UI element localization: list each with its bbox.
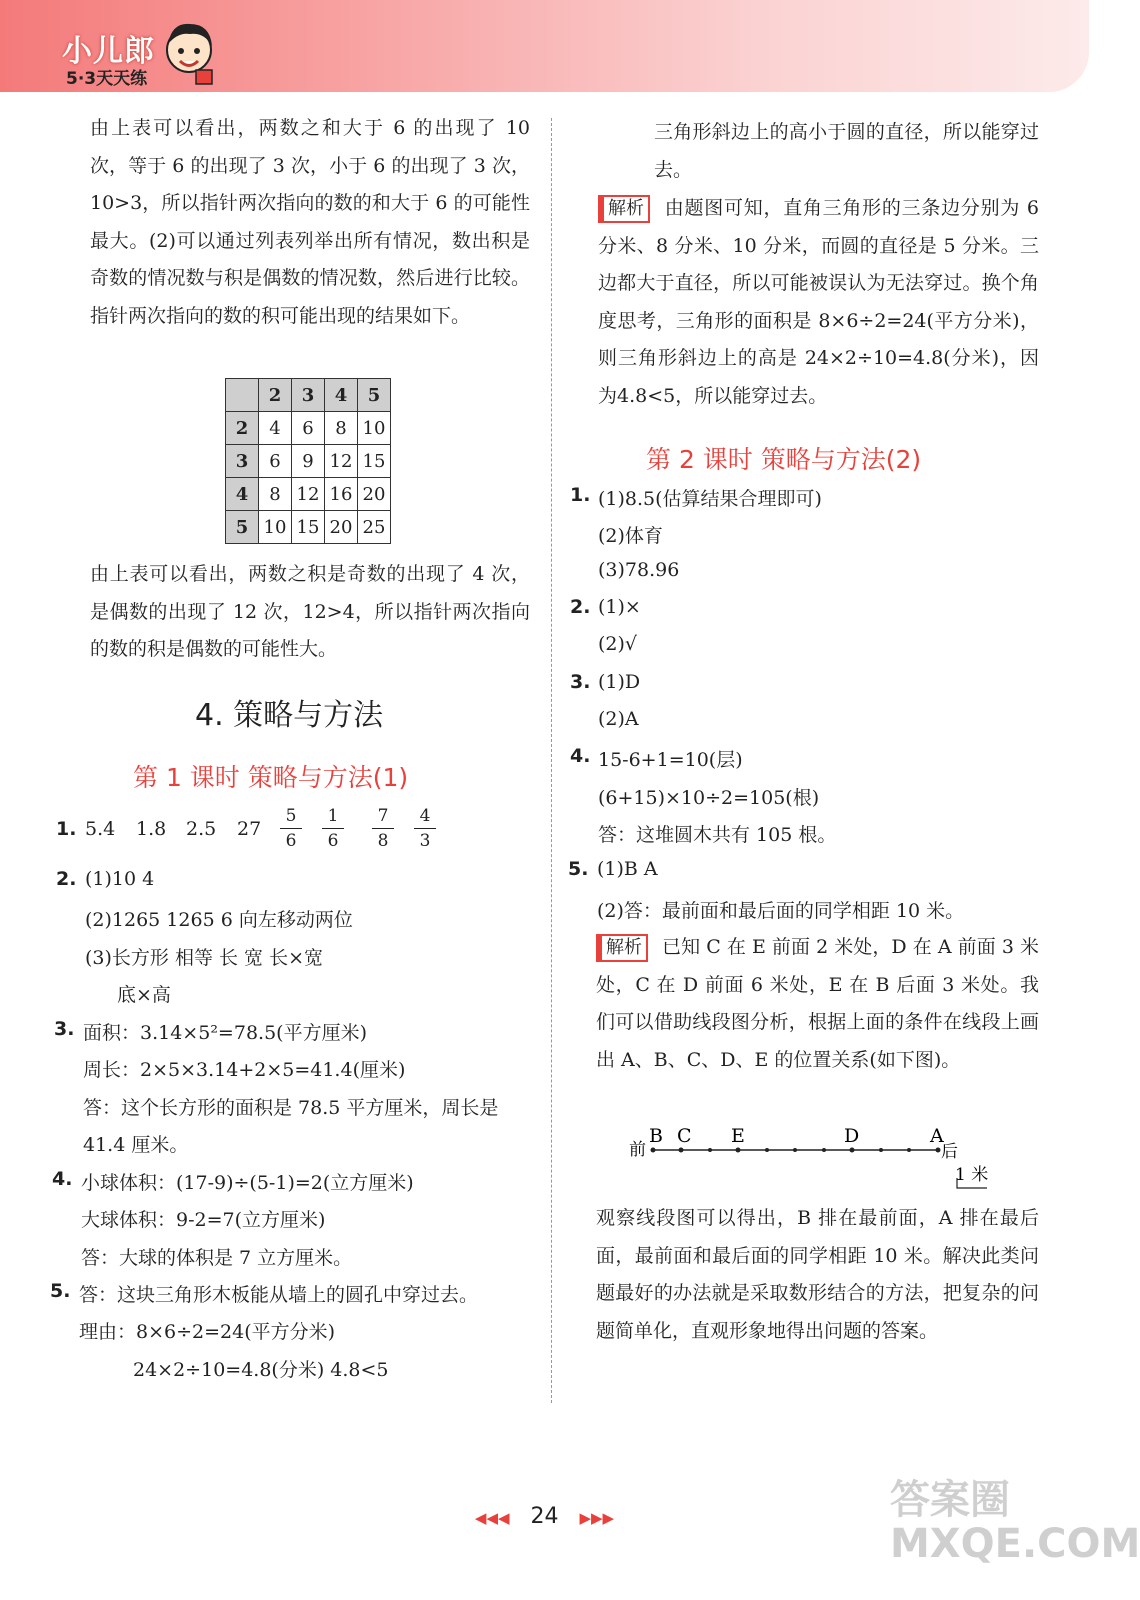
table-cell: 3 — [292, 379, 325, 412]
answer-line: 小球体积：(17-9)÷(5-1)=2(立方厘米) — [81, 1172, 414, 1194]
point-label-c: C — [677, 1125, 692, 1147]
mascot-icon — [160, 18, 218, 88]
table-cell: 12 — [292, 478, 325, 511]
answer-line: 答：这块三角形木板能从墙上的圆孔中穿过去。 — [79, 1284, 479, 1306]
denominator: 6 — [285, 831, 297, 851]
left-paragraph-2: 由上表可以看出，两数之积是奇数的出现了 4 次，是偶数的出现了 12 次，12>4，所以指针两次指向的数的积是偶数的可能性大。 — [90, 563, 530, 660]
numerator: 7 — [372, 804, 394, 829]
table-cell: 10 — [358, 412, 391, 445]
table-cell: 15 — [358, 445, 391, 478]
answer-line: 24×2÷10=4.8(分米) 4.8<5 — [133, 1359, 389, 1381]
answer-line: 大球体积：9-2=7(立方厘米) — [81, 1209, 326, 1231]
table-cell: 4 — [226, 478, 259, 511]
table-cell: 10 — [259, 511, 292, 544]
lesson-2-title: 第 2 课时 策略与方法(2) — [646, 445, 922, 474]
answer-value: 2.5 — [186, 818, 217, 840]
table-cell: 16 — [325, 478, 358, 511]
answer-line: 周长：2×5×3.14+2×5=41.4(厘米) — [83, 1059, 406, 1081]
lesson-1-title: 第 1 课时 策略与方法(1) — [133, 763, 409, 792]
question-number: 5. — [50, 1280, 71, 1302]
numerator: 4 — [414, 804, 436, 829]
prev-arrows-icon: ◀◀◀ — [474, 1509, 510, 1527]
table-cell: 4 — [259, 412, 292, 445]
fraction — [280, 804, 302, 853]
point-label-b: B — [649, 1125, 663, 1147]
analysis-block-3: 观察线段图可以得出，B 排在最前面，A 排在最后面，最前面和最后面的同学相距 10 米。解决此类问题最好的办法就是采取数形结合的方法，把复杂的问题简单化，直观形象地得出问题的答案。 — [596, 1207, 1039, 1342]
answer-line: (1)× — [598, 596, 641, 618]
point-label-d: D — [844, 1125, 860, 1147]
watermark — [890, 1478, 1140, 1566]
answer-line: 底×高 — [117, 984, 171, 1006]
question-number: 5. — [568, 858, 589, 880]
answer-line: (2)答：最前面和最后面的同学相距 10 米。 — [597, 900, 965, 922]
table-cell: 9 — [292, 445, 325, 478]
table-cell: 12 — [325, 445, 358, 478]
answer-line: (1)B A — [597, 858, 658, 880]
brand-subtitle: 5·3天天练 — [66, 69, 148, 89]
point-label-e: E — [731, 1125, 745, 1147]
question-number: 2. — [570, 596, 591, 618]
answer-line: (2)体育 — [598, 525, 663, 547]
question-number: 1. — [570, 484, 591, 506]
answer-line: (2)A — [598, 708, 639, 730]
table-cell: 20 — [358, 478, 391, 511]
answer-line: 答：这堆圆木共有 105 根。 — [598, 824, 837, 846]
answer-line: (1)8.5(估算结果合理即可) — [598, 488, 822, 510]
answer-line: 答：大球的体积是 7 立方厘米。 — [81, 1247, 353, 1269]
answer-line: (6+15)×10÷2=105(根) — [598, 787, 820, 809]
table-cell: 6 — [259, 445, 292, 478]
denominator: 3 — [419, 831, 431, 851]
fraction — [372, 804, 394, 853]
table-cell: 2 — [259, 379, 292, 412]
watermark-text: 答案圈 MXQE.COM — [890, 1477, 1140, 1567]
answer-line: (1)10 4 — [85, 868, 155, 890]
answer-line: 理由：8×6÷2=24(平方分米) — [79, 1321, 336, 1343]
table-cell: 15 — [292, 511, 325, 544]
denominator: 6 — [327, 831, 339, 851]
answer-line: (2)1265 1265 6 向左移动两位 — [85, 909, 353, 931]
page-number: 24 — [530, 1504, 559, 1529]
table-cell: 25 — [358, 511, 391, 544]
front-label: 前 — [629, 1140, 646, 1160]
table-cell: 8 — [259, 478, 292, 511]
numerator: 1 — [322, 804, 344, 829]
table-cell: 20 — [325, 511, 358, 544]
table-cell: 6 — [292, 412, 325, 445]
answer-line: 答：这个长方形的面积是 78.5 平方厘米，周长是 — [83, 1097, 499, 1119]
table-cell: 3 — [226, 445, 259, 478]
analysis-block-2 — [596, 929, 1039, 1079]
right-continuation: 三角形斜边上的高小于圆的直径，所以能穿过去。 — [654, 121, 1039, 181]
brand-logo: 小儿郎 — [62, 34, 155, 69]
question-number: 3. — [570, 671, 591, 693]
table-cell: 8 — [325, 412, 358, 445]
question-number: 4. — [570, 745, 591, 767]
answer-value: 1.8 — [136, 818, 167, 840]
table-cell: 5 — [226, 511, 259, 544]
analysis-text: 由题图可知，直角三角形的三条边分别为 6 分米、8 分米、10 分米，而圆的直径是 5 分米。三边都大于直径，所以可能被误认为无法穿过。换个角度思考，三角形的面积是 8×6÷2=24(平方分米)，则三角形斜边上的高是 24×2÷10=4.8(分米)，因为4.8<5，所以能穿过去。 — [598, 197, 1039, 407]
fraction — [414, 804, 436, 853]
answer-line: 41.4 厘米。 — [83, 1134, 189, 1156]
question-number: 1. — [56, 818, 77, 840]
unit-label: 1 米 — [955, 1165, 989, 1185]
question-number: 3. — [54, 1018, 75, 1040]
point-label-a: A — [930, 1125, 944, 1147]
answer-line: (3)78.96 — [598, 559, 680, 581]
next-arrows-icon: ▶▶▶ — [579, 1509, 615, 1527]
denominator: 8 — [377, 831, 389, 851]
analysis-tag: 解析 — [598, 195, 650, 223]
back-label: 后 — [941, 1142, 958, 1162]
analysis-block-1 — [598, 190, 1039, 415]
table-cell — [226, 379, 259, 412]
answer-line: 面积：3.14×5²=78.5(平方厘米) — [83, 1022, 367, 1044]
answer-value: 27 — [237, 818, 262, 840]
table-cell: 2 — [226, 412, 259, 445]
column-divider — [551, 118, 552, 1403]
answer-line: (1)D — [598, 671, 641, 693]
analysis-text: 已知 C 在 E 前面 2 米处，D 在 A 前面 3 米处，C 在 D 前面 6 米处，E 在 B 后面 3 米处。我们可以借助线段图分析，根据上面的条件在线段上画出 A、B、C、D、E 的位置关系(如下图)。 — [596, 936, 1039, 1071]
question-number: 2. — [56, 868, 77, 890]
question-number: 4. — [52, 1168, 73, 1190]
numerator: 5 — [280, 804, 302, 829]
answer-line: 15-6+1=10(层) — [598, 749, 743, 771]
table-cell: 5 — [358, 379, 391, 412]
answer-value: 5.4 — [85, 818, 116, 840]
section-title: 4. 策略与方法 — [195, 698, 384, 733]
answer-line: (2)√ — [598, 633, 638, 655]
left-paragraph-1: 由上表可以看出，两数之和大于 6 的出现了 10 次，等于 6 的出现了 3 次，小于 6 的出现了 3 次，10>3，所以指针两次指向的数的和大于 6 的可能性最大。(2)可以通过列表列举出所有情况，数出积是奇数的情况数与积是偶数的情况数，然后进行比较。指针两次指向的数的积可能出现的结果如下。 — [90, 117, 530, 327]
analysis-tag: 解析 — [596, 934, 648, 962]
answer-line: (3)长方形 相等 长 宽 长×宽 — [85, 947, 323, 969]
product-table — [225, 378, 391, 544]
fraction — [322, 804, 344, 853]
table-cell: 4 — [325, 379, 358, 412]
line-segment-diagram — [625, 1120, 995, 1195]
